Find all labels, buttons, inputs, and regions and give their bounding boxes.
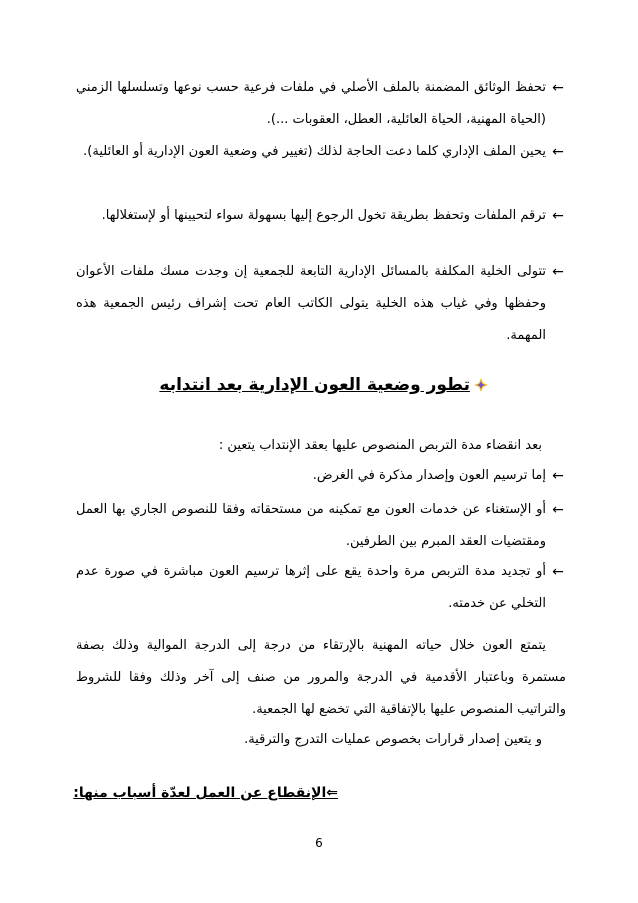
section-heading-text: تطور وضعية العون الإدارية بعد انتدابه [159,375,470,395]
arrow-left-icon: ← [552,264,564,280]
bullet-text: ترقم الملفات وتحفظ بطريقة تخول الرجوع إليها بسهولة سواء لتحيينها أو لإستغلالها. [101,208,546,223]
arrow-left-icon: ← [552,564,564,580]
bullet-text: إما ترسيم العون وإصدار مذكرة في الغرض. [312,468,546,483]
section-heading [159,370,488,400]
bullet-item [76,460,566,492]
arrow-left-icon: ← [552,208,564,224]
sparkle-icon [474,378,488,392]
page-number: 6 [315,836,323,850]
bullet-text: أو تجديد مدة التربص مرة واحدة يقع على إثرها ترسيم العون مباشرة في صورة عدم التخلي عن خدمته. [76,564,546,611]
subheading [73,778,338,808]
bullet-text: تحفظ الوثائق المضمنة بالملف الأصلي في ملفات فرعية حسب نوعها وتسلسلها الزمني (الحياة المهنية، الحياة العائلية، العطل، العقوبات ...). [76,80,546,127]
body-paragraph: و يتعين إصدار قرارات بخصوص عمليات التدرج والترقية. [244,732,542,747]
bullet-item [76,256,566,352]
arrow-left-icon: ← [552,80,564,96]
bullet-text: أو الإستغناء عن خدمات العون مع تمكينه من مستحقاته وفقا للنصوص الجاري بها العمل ومقتضيات العقد المبرم بين الطرفين. [76,502,546,549]
double-arrow-icon: ⇐ [326,785,338,801]
arrow-left-icon: ← [552,502,564,518]
bullet-item [76,136,566,168]
bullet-item [76,556,566,620]
bullet-text: تتولى الخلية المكلفة بالمسائل الإدارية التابعة للجمعية إن وجدت مسك ملفات الأعوان وحفظها وفي غياب هذه الخلية يتولى الكاتب العام تحت إشراف رئيس الجمعية هذه المهمة. [76,264,546,343]
bullet-item [76,72,566,136]
subheading-text: الإنقطاع عن العمل لعدّة أسباب منها: [73,785,327,801]
arrow-left-icon: ← [552,468,564,484]
arrow-left-icon: ← [552,144,564,160]
bullet-item [76,200,566,232]
body-paragraph: يتمتع العون خلال حياته المهنية بالإرتقاء من درجة إلى الدرجة الموالية وذلك بصفة مستمرة وباعتبار الأقدمية في الدرجة والمرور من صنف إلى آخر وذلك وفقا للشروط والتراتيب المنصوص عليها بالإتفاقية التي تخضع لها الجمعية. [76,638,566,717]
bullet-item [76,494,566,558]
intro-text: بعد انقضاء مدة التربص المنصوص عليها بعقد الإنتداب يتعين : [218,438,542,453]
bullet-text: يحين الملف الإداري كلما دعت الحاجة لذلك (تغيير في وضعية العون الإدارية أو العائلية). [83,144,546,159]
